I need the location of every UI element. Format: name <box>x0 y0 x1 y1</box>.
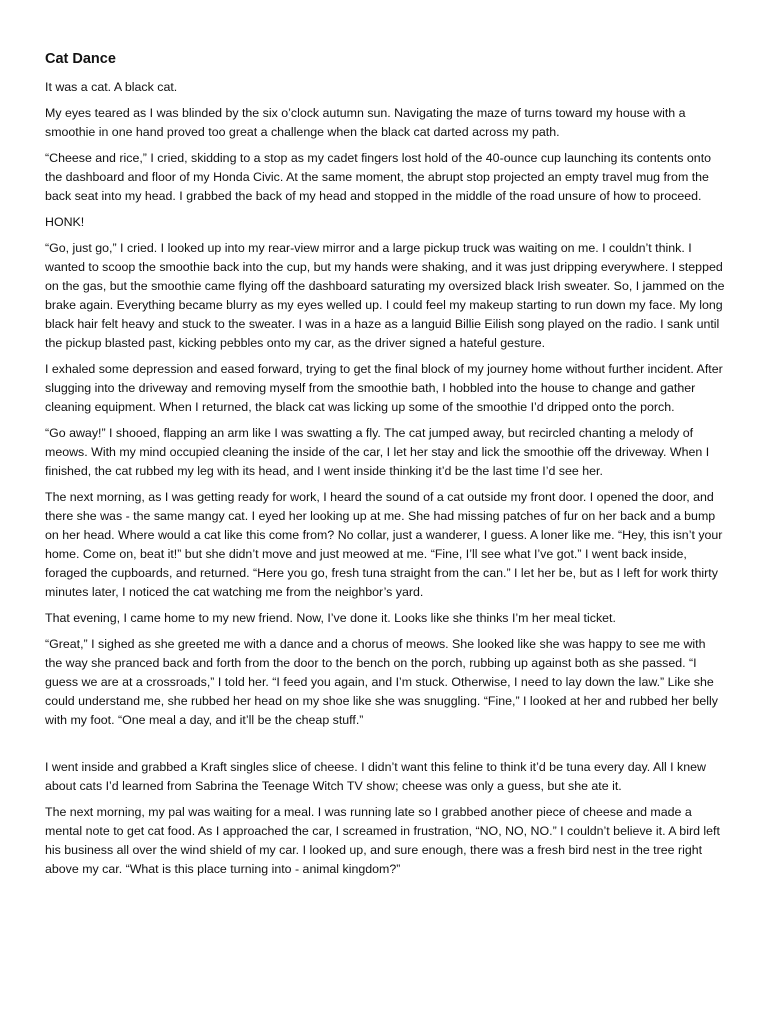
paragraph: “Go away!” I shooed, flapping an arm like I was swatting a fly. The cat jumped away, but recircled chanting a melody of meows. With my mind occupied cleaning the inside of the car, I let her stay and lick the smoothie off the driveway. When I finished, the cat rubbed my leg with its head, and I went inside thinking it’d be the last time I’d see her. <box>45 426 710 478</box>
paragraph: The next morning, my pal was waiting for a meal. I was running late so I grabbed another piece of cheese and made a mental note to get cat food. As I approached the car, I screamed in frustration, “NO, NO, NO.” I couldn’t believe it. A bird left his business all over the wind shield of my car. I looked up, and sure enough, there was a fresh bird nest in the tree right above my car. “What is this place turning into - animal kingdom?” <box>45 805 720 876</box>
paragraph: That evening, I came home to my new friend. Now, I’ve done it. Looks like she thinks I’m her meal ticket. <box>45 611 616 625</box>
paragraph: I went inside and grabbed a Kraft singles slice of cheese. I didn’t want this feline to think it’d be tuna every day. All I knew about cats I’d learned from Sabrina the Teenage Witch TV show; cheese was only a guess, but she ate it. <box>45 760 706 793</box>
paragraph: My eyes teared as I was blinded by the six o’clock autumn sun. Navigating the maze of turns toward my house with a smoothie in one hand proved too great a challenge when the black cat darted across my path. <box>45 106 686 139</box>
paragraph: “Cheese and rice,” I cried, skidding to a stop as my cadet fingers lost hold of the 40-ounce cup launching its contents onto the dashboard and floor of my Honda Civic. At the same moment, the abrupt stop projected an empty travel mug from the back seat into my head. I grabbed the back of my head and stopped in the middle of the road unsure of how to proceed. <box>45 151 712 203</box>
paragraph: It was a cat. A black cat. <box>45 80 178 94</box>
paragraph-gap <box>45 737 725 758</box>
paragraph: “Go, just go,” I cried. I looked up into my rear-view mirror and a large pickup truck was waiting on me. I couldn’t think. I wanted to scoop the smoothie back into the cup, but my hands were shaking, and it was just dripping everywhere. I stepped on the gas, but the smoothie came flying off the dashboard saturating my oversized black Irish sweater. So, I jammed on the brake again. Everything became blurry as my eyes welled up. I could feel my makeup starting to run down my face. My long black hair felt heavy and stuck to the sweater. I was in a haze as a languid Billie Eilish song played on the radio. I sank until the pickup blasted past, kicking pebbles onto my car, as the driver signed a hateful gesture. <box>45 241 725 350</box>
paragraph: HONK! <box>45 215 85 229</box>
document-title: Cat Dance <box>45 51 116 67</box>
document-page <box>45 48 725 886</box>
paragraph: The next morning, as I was getting ready for work, I heard the sound of a cat outside my front door. I opened the door, and there she was - the same mangy cat. I eyed her looking up at me. She had missing patches of fur on her back and a bump on her head. Where would a cat like this come from? No collar, just a wanderer, I guess. A loner like me. “Hey, this isn’t your home. Come on, beat it!” but she didn’t move and just meowed at me. “Fine, I’ll see what I’ve got.” I went back inside, foraged the cupboards, and returned. “Here you go, fresh tuna straight from the can.” I let her be, but as I left for work thirty minutes later, I noticed the cat watching me from the neighbor’s yard. <box>45 490 723 599</box>
paragraph: “Great,” I sighed as she greeted me with a dance and a chorus of meows. She looked like she was happy to see me with the way she pranced back and forth from the door to the bench on the porch, rubbing up against both as she passed. “I guess we are at a crossroads,” I told her. “I feed you again, and I’m stuck. Otherwise, I need to lay down the law.” Like she could understand me, she rubbed her head on my shoe like she was snuggling. “Fine,” I looked at her and rubbed her belly with my foot. “One meal a day, and it’ll be the cheap stuff.” <box>45 637 718 727</box>
paragraph: I exhaled some depression and eased forward, trying to get the final block of my journey home without further incident. After slugging into the driveway and removing myself from the smoothie bath, I hobbled into the house to change and gather cleaning equipment. When I returned, the black cat was licking up some of the smoothie I’d dripped onto the porch. <box>45 362 723 414</box>
